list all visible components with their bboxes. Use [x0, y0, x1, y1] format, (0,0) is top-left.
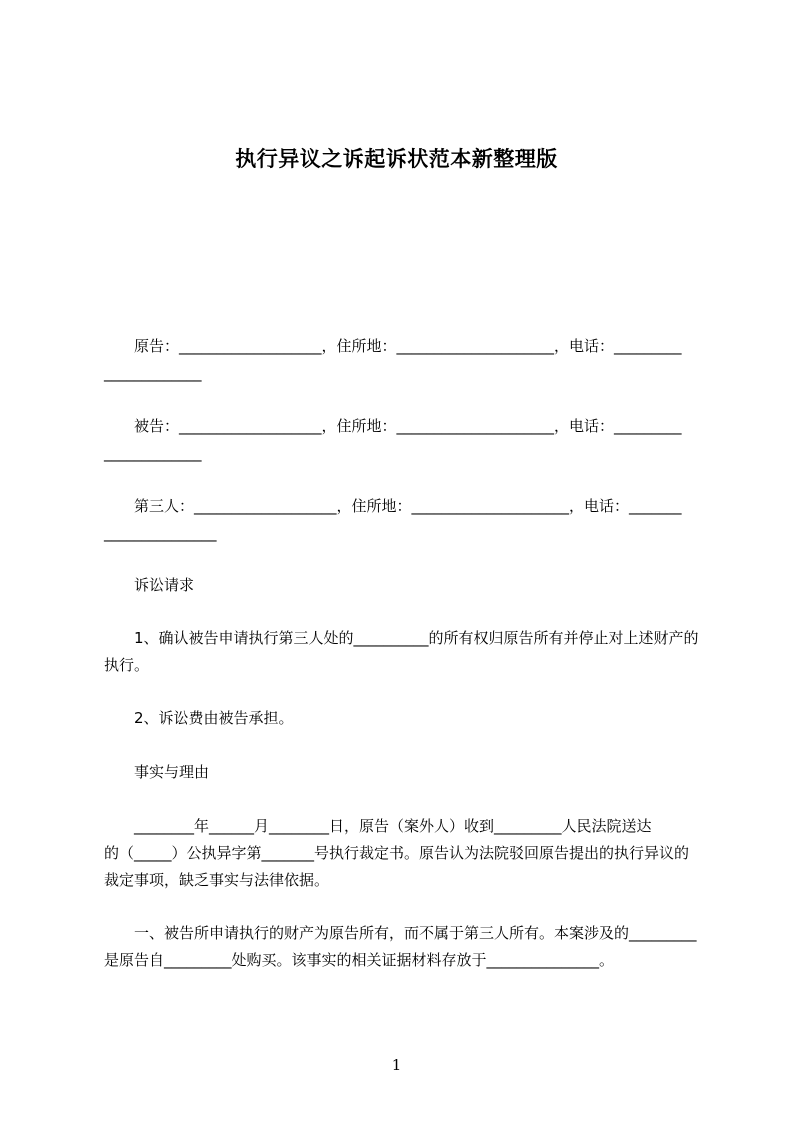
third-party-info: [104, 493, 702, 547]
plaintiff-info: [104, 333, 702, 387]
defendant-info: [104, 413, 702, 467]
claims-heading: 诉讼请求: [104, 576, 195, 594]
defendant-line: 被告：___________________，住所地：_____________________，电话：_________: [104, 417, 682, 435]
document-title: 执行异议之诉起诉状范本新整理版: [235, 147, 558, 171]
facts-paragraph-1: [104, 813, 702, 894]
page-number: 1: [391, 1056, 402, 1074]
facts-paragraph-1-first-line: ________年______月________日，原告（案外人）收到_________人民法院送达: [104, 817, 652, 835]
facts-paragraph-2: 一、被告所申请执行的财产为原告所有，而不属于第三人所有。本案涉及的_________是原告自_________处购买。该事实的相关证据材料存放于_______________。: [104, 924, 697, 969]
plaintiff-line: 原告：___________________，住所地：_____________________，电话：_________: [104, 337, 682, 355]
plaintiff-line-cont: _____________: [104, 364, 202, 382]
third-party-line: 第三人：___________________，住所地：_____________________，电话：_______: [104, 497, 682, 515]
claim-item-1: 1、确认被告申请执行第三人处的__________的所有权归原告所有并停止对上述财产的执行。: [104, 629, 699, 674]
third-party-line-cont: _______________: [104, 524, 217, 542]
defendant-line-cont: _____________: [104, 444, 202, 462]
claim-item-2: 2、诉讼费由被告承担。: [104, 709, 294, 727]
facts-paragraph-1-rest: 的（_____）公执异字第_______号执行裁定书。原告认为法院驳回原告提出的执行异议的裁定事项，缺乏事实与法律依据。: [104, 844, 690, 889]
facts-heading: 事实与理由: [104, 763, 210, 781]
